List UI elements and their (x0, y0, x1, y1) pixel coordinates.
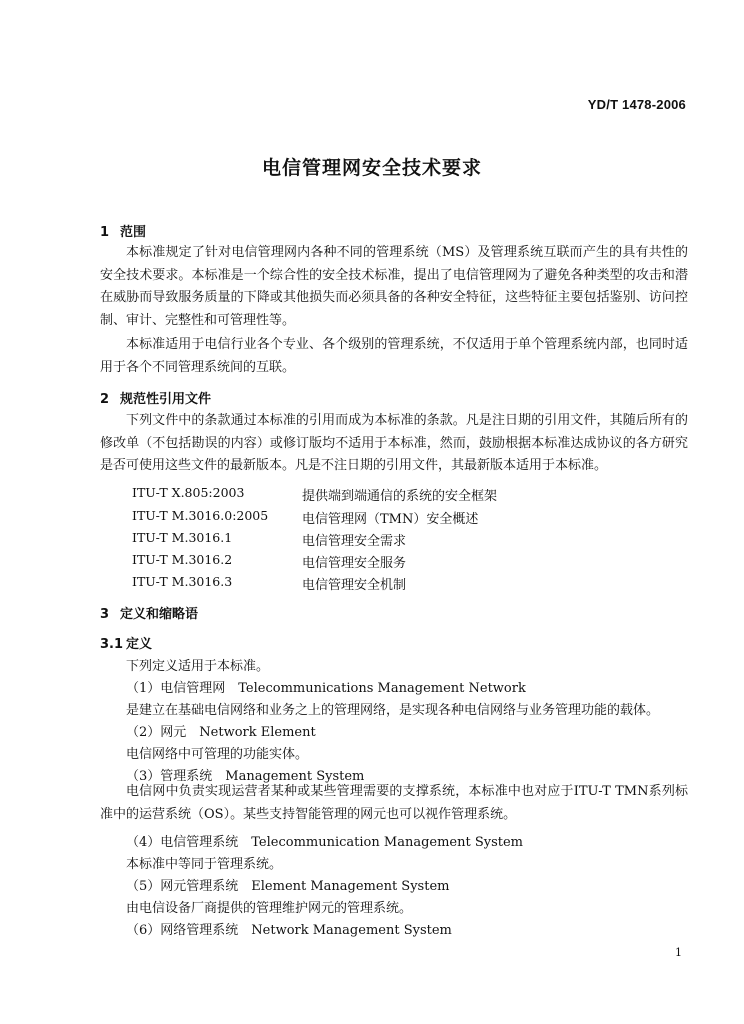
definition-term: （1）电信管理网 Telecommunications Management Network (126, 681, 526, 696)
section-2-paragraph-1: 下列文件中的条款通过本标准的引用而成为本标准的条款。凡是注日期的引用文件，其随后所有的修改单（不包括勘误的内容）或修订版均不适用于本标准，然而，鼓励根据本标准达成协议的各方研究是否可使用这些文件的最新版本。凡是不注日期的引用文件，其最新版本适用于本标准。 (100, 413, 688, 473)
section-number: 3.1 (100, 637, 124, 652)
section-title: 范围 (120, 225, 147, 240)
reference-title: 提供端到端通信的系统的安全框架 (302, 489, 498, 504)
reference-code: ITU-T M.3016.1 (132, 530, 233, 545)
definition-description: 电信网络中可管理的功能实体。 (126, 747, 309, 762)
definition-description: 是建立在基础电信网络和业务之上的管理网络，是实现各种电信网络与业务管理功能的载体。 (126, 703, 660, 718)
definitions-intro: 下列定义适用于本标准。 (126, 659, 270, 674)
standard-number: YD/T 1478-2006 (587, 97, 686, 112)
section-title: 定义和缩略语 (120, 607, 199, 622)
document-title: 电信管理网安全技术要求 (261, 157, 482, 179)
definition-description: 电信网中负责实现运营者某种或某些管理需要的支撑系统，本标准中也对应于ITU-T TMN系列标准中的运营系统（OS）。某些支持智能管理的网元也可以视作管理系统。 (100, 784, 688, 822)
reference-code: ITU-T M.3016.3 (132, 574, 233, 589)
page-number: 1 (675, 946, 682, 959)
definition-term: （5）网元管理系统 Element Management System (126, 879, 450, 894)
reference-code: ITU-T X.805:2003 (132, 485, 245, 500)
definition-term: （6）网络管理系统 Network Management System (126, 923, 452, 938)
section-1-heading (100, 221, 146, 240)
section-number: 1 (100, 225, 110, 240)
reference-code: ITU-T M.3016.0:2005 (132, 508, 269, 523)
reference-title: 电信管理安全机制 (302, 578, 407, 593)
definition-term: （3）管理系统 Management System (126, 769, 365, 784)
definition-term: （4）电信管理系统 Telecommunication Management System (126, 835, 524, 850)
definition-term: （2）网元 Network Element (126, 725, 316, 740)
section-1-paragraph-1: 本标准规定了针对电信管理网内各种不同的管理系统（MS）及管理系统互联而产生的具有共性的安全技术要求。本标准是一个综合性的安全技术标准，提出了电信管理网为了避免各种类型的攻击和潜在威胁而导致服务质量的下降或其他损失而必须具备的各种安全特征，这些特征主要包括鉴别、访问控制、审计、完整性和可管理性等。 (100, 245, 688, 328)
definition-description: 本标准中等同于管理系统。 (126, 857, 283, 872)
reference-title: 电信管理安全服务 (302, 556, 407, 571)
section-3-1-heading (100, 633, 152, 652)
definition-description: 由电信设备厂商提供的管理维护网元的管理系统。 (126, 901, 413, 916)
section-1-paragraph-2: 本标准适用于电信行业各个专业、各个级别的管理系统，不仅适用于单个管理系统内部，也同时适用于各个不同管理系统间的互联。 (100, 337, 688, 375)
section-title: 规范性引用文件 (120, 392, 212, 407)
reference-code: ITU-T M.3016.2 (132, 552, 233, 567)
section-number: 2 (100, 392, 110, 407)
section-2-heading (100, 388, 211, 407)
section-number: 3 (100, 607, 110, 622)
section-3-heading (100, 603, 198, 622)
reference-title: 电信管理安全需求 (302, 534, 407, 549)
reference-title: 电信管理网（TMN）安全概述 (302, 512, 479, 527)
section-title: 定义 (126, 637, 153, 652)
